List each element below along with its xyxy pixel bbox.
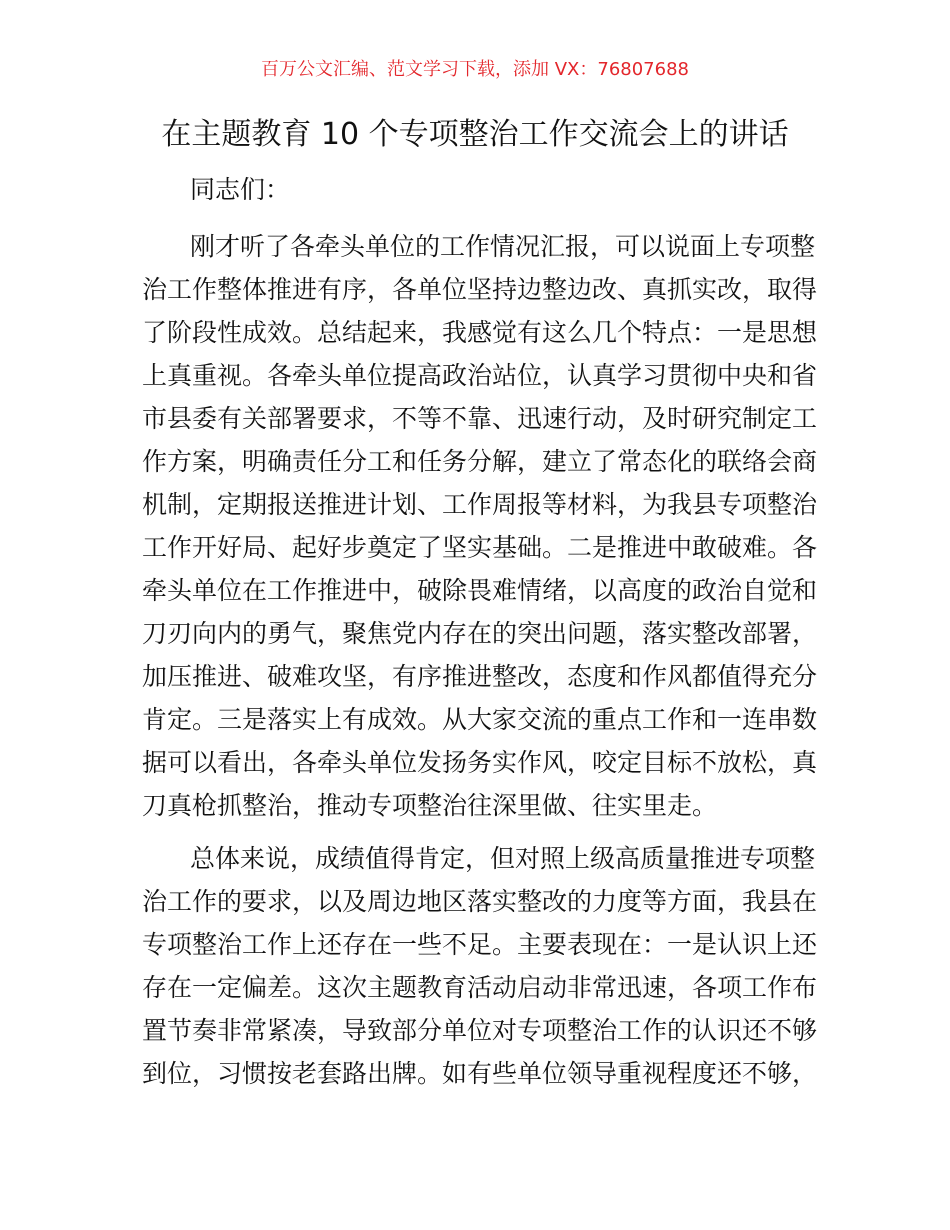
paragraph-line: 专项整治工作上还存在一些不足。主要表现在：一是认识上还 <box>142 930 818 959</box>
paragraph-line: 工作开好局、起好步奠定了坚实基础。二是推进中敢破难。各 <box>142 533 818 562</box>
paragraph <box>142 837 818 1095</box>
paragraph-line: 据可以看出，各牵头单位发扬务实作风，咬定目标不放松，真 <box>142 748 818 777</box>
paragraph <box>142 225 818 827</box>
paragraph-line: 市县委有关部署要求，不等不靠、迅速行动，及时研究制定工 <box>142 404 818 433</box>
paragraph-line: 刀刃向内的勇气，聚焦党内存在的突出问题，落实整改部署， <box>142 619 818 648</box>
paragraph-line: 存在一定偏差。这次主题教育活动启动非常迅速，各项工作布 <box>142 973 818 1002</box>
paragraph-line: 刚才听了各牵头单位的工作情况汇报，可以说面上专项整 <box>190 232 816 261</box>
paragraph-line: 牵头单位在工作推进中，破除畏难情绪，以高度的政治自觉和 <box>142 576 818 605</box>
paragraph-line: 置节奏非常紧凑，导致部分单位对专项整治工作的认识还不够 <box>142 1016 818 1045</box>
paragraph-line: 肯定。三是落实上有成效。从大家交流的重点工作和一连串数 <box>142 705 818 734</box>
paragraph-line: 了阶段性成效。总结起来，我感觉有这么几个特点：一是思想 <box>142 318 818 347</box>
document-title: 在主题教育 10 个专项整治工作交流会上的讲话 <box>161 117 789 152</box>
document-body <box>142 225 818 1105</box>
paragraph-line: 上真重视。各牵头单位提高政治站位，认真学习贯彻中央和省 <box>142 361 818 390</box>
paragraph-line: 刀真枪抓整治，推动专项整治往深里做、往实里走。 <box>142 791 718 820</box>
paragraph-line: 到位，习惯按老套路出牌。如有些单位领导重视程度还不够， <box>142 1059 818 1088</box>
paragraph-line: 治工作整体推进有序，各单位坚持边整边改、真抓实改，取得 <box>142 275 818 304</box>
paragraph-line: 治工作的要求，以及周边地区落实整改的力度等方面，我县在 <box>142 887 818 916</box>
paragraph-line: 机制，定期报送推进计划、工作周报等材料，为我县专项整治 <box>142 490 818 519</box>
paragraph-line: 总体来说，成绩值得肯定，但对照上级高质量推进专项整 <box>190 844 816 873</box>
watermark-header: 百万公文汇编、范文学习下载，添加 VX：76807688 <box>261 59 689 80</box>
salutation: 同志们： <box>190 175 291 204</box>
paragraph-line: 作方案，明确责任分工和任务分解，建立了常态化的联络会商 <box>142 447 818 476</box>
paragraph-line: 加压推进、破难攻坚，有序推进整改，态度和作风都值得充分 <box>142 662 818 691</box>
